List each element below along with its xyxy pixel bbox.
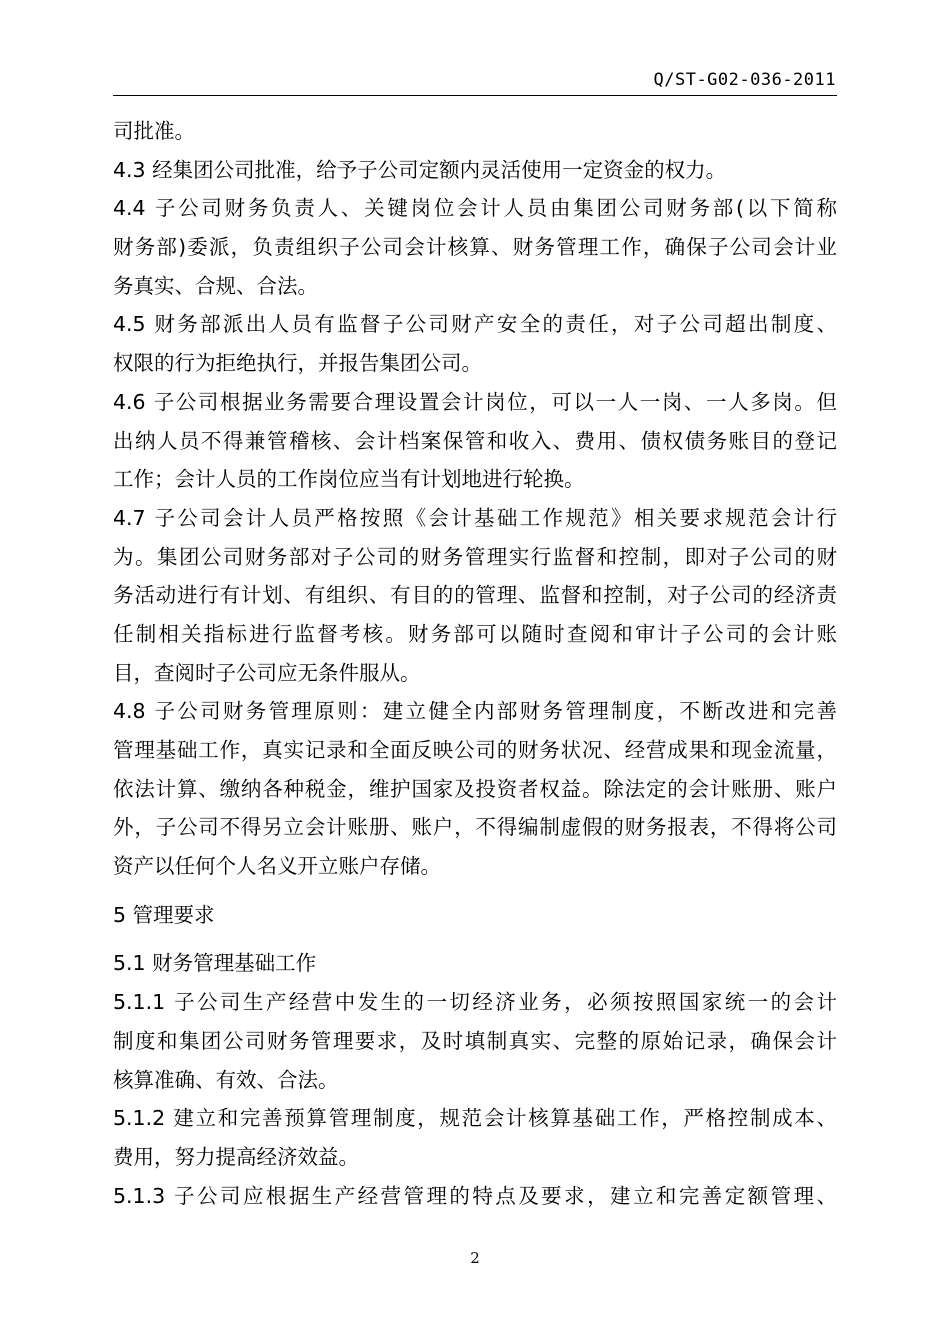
text-line: 4.3 经集团公司批准，给予子公司定额内灵活使用一定资金的权力。: [113, 157, 727, 182]
text-line: 任制相关指标进行监督考核。财务部可以随时查阅和审计子公司的会计账: [113, 621, 837, 646]
text-line: 5 管理要求: [113, 902, 215, 927]
text-line: 管理基础工作，真实记录和全面反映公司的财务状况、经营成果和现金流量，: [113, 738, 837, 762]
text-line: 司批准。: [113, 119, 195, 143]
text-line: 5.1 财务管理基础工作: [113, 951, 317, 976]
text-line: 4.8 子公司财务管理原则：建立健全内部财务管理制度，不断改进和完善: [113, 699, 837, 724]
text-line: 费用，努力提高经济效益。: [113, 1144, 359, 1169]
document-body: [113, 112, 837, 1215]
page-number: 2: [470, 1249, 480, 1267]
text-line: 出纳人员不得兼管稽核、会计档案保管和收入、费用、债权债务账目的登记: [113, 428, 837, 453]
text-line: 工作；会计人员的工作岗位应当有计划地进行轮换。: [113, 467, 585, 492]
text-line: 5.1.1 子公司生产经营中发生的一切经济业务，必须按照国家统一的会计: [113, 990, 837, 1015]
text-line: 财务部)委派，负责组织子公司会计核算、财务管理工作，确保子公司会计业: [113, 235, 837, 260]
text-line: 4.5 财务部派出人员有监督子公司财产安全的责任，对子公司超出制度、: [113, 312, 837, 337]
text-line: 外，子公司不得另立会计账册、账户，不得编制虚假的财务报表，不得将公司: [113, 815, 837, 840]
text-line: 5.1.3 子公司应根据生产经营管理的特点及要求，建立和完善定额管理、: [113, 1183, 837, 1208]
text-line: 资产以任何个人名义开立账户存储。: [113, 854, 441, 879]
text-line: 依法计算、缴纳各种税金，维护国家及投资者权益。除法定的会计账册、账户: [113, 776, 837, 801]
text-line: 4.6 子公司根据业务需要合理设置会计岗位，可以一人一岗、一人多岗。但: [113, 389, 837, 414]
text-line: 务活动进行有计划、有组织、有目的的管理、监督和控制，对子公司的经济责: [113, 583, 837, 608]
section-gap: [113, 886, 837, 896]
text-line: 务真实、合规、合法。: [113, 273, 318, 298]
text-line: 为。集团公司财务部对子公司的财务管理实行监督和控制，即对子公司的财: [113, 544, 837, 569]
text-line: 5.1.2 建立和完善预算管理制度，规范会计核算基础工作，严格控制成本、: [113, 1106, 837, 1131]
text-line: 制度和集团公司财务管理要求，及时填制真实、完整的原始记录，确保会计: [113, 1028, 837, 1053]
document-code: Q/ST-G02-036-2011: [653, 70, 836, 90]
header-rule: [113, 95, 837, 96]
text-line: 4.4 子公司财务负责人、关键岗位会计人员由集团公司财务部(以下简称: [113, 196, 837, 221]
text-line: 目，查阅时子公司应无条件服从。: [113, 660, 421, 685]
text-line: 4.7 子公司会计人员严格按照《会计基础工作规范》相关要求规范会计行: [113, 505, 837, 530]
section-gap: [113, 934, 837, 944]
text-line: 权限的行为拒绝执行，并报告集团公司。: [113, 351, 482, 376]
text-line: 核算准确、有效、合法。: [113, 1067, 339, 1092]
